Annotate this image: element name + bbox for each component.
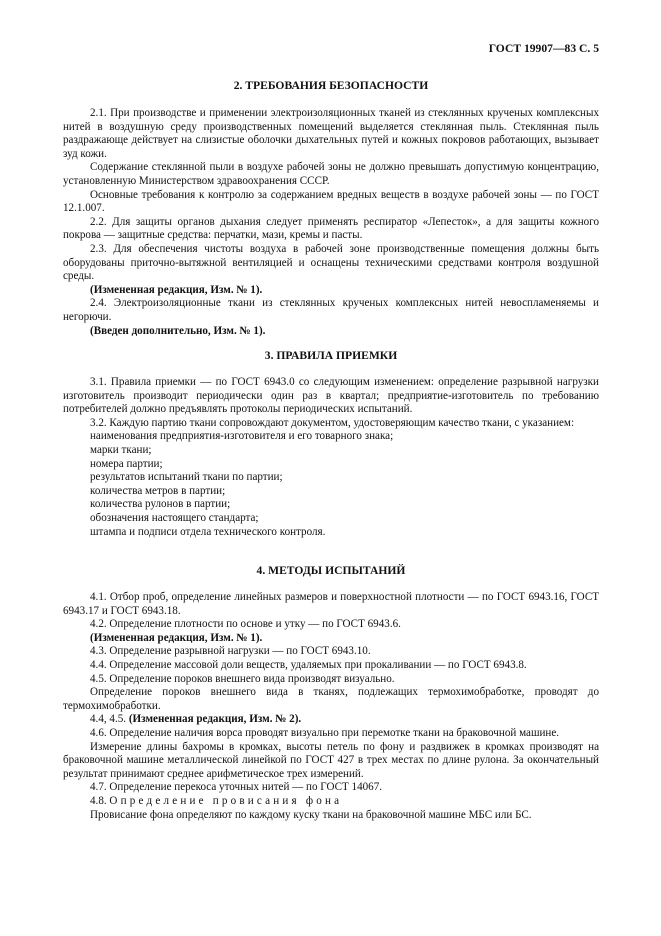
paragraph: 3.1. Правила приемки — по ГОСТ 6943.0 со следующим изменением: определение разрывной нагрузки изготовитель производит периодически один раз в квартал; предприятие-изготовитель по требованию потребителей должно предъявлять протоколы периодических испытаний. bbox=[63, 376, 599, 416]
paragraph: 4.6. Определение наличия ворса проводят визуально при перемотке ткани на браковочной машине. bbox=[90, 726, 560, 739]
list-item: наименования предприятия-изготовителя и его товарного знака; bbox=[90, 430, 394, 443]
paragraph: 4.1. Отбор проб, определение линейных размеров и поверхностной плотности — по ГОСТ 6943.16, ГОСТ 6943.17 и ГОСТ 6943.18. bbox=[63, 591, 599, 617]
paragraph: 4.7. Определение перекоса уточных нитей — по ГОСТ 14067. bbox=[90, 781, 383, 794]
amendment-prefix: 4.4, 4.5. bbox=[90, 713, 127, 726]
list-item: обозначения настоящего стандарта; bbox=[90, 511, 259, 524]
section-3-title: 3. ПРАВИЛА ПРИЕМКИ bbox=[264, 349, 398, 362]
amendment-line bbox=[63, 713, 599, 727]
list-item: количества рулонов в партии; bbox=[90, 498, 231, 511]
subsection-title: Определение провисания фона bbox=[109, 794, 343, 807]
paragraph: Содержание стеклянной пыли в воздухе рабочей зоны не должно превышать допустимую концентрацию, установленную Министерством здравоохранения СССР. bbox=[63, 161, 599, 187]
list-item: номера партии; bbox=[90, 457, 163, 470]
paragraph: Измерение длины бахромы в кромках, высоты петель по фону и раздвижек в кромках производят на браковочной машине металлической линейкой по ГОСТ 427 в трех местах по длине рулона. За окончательный результат принимают среднее арифметическое трех измерений. bbox=[63, 740, 599, 780]
paragraph: Провисание фона определяют по каждому куску ткани на браковочной машине МБС или БС. bbox=[90, 808, 532, 821]
list-item: результатов испытаний ткани по партии; bbox=[90, 471, 283, 484]
section-4-title: 4. МЕТОДЫ ИСПЫТАНИЙ bbox=[256, 564, 406, 577]
list-item: количества метров в партии; bbox=[90, 484, 226, 497]
page-header: ГОСТ 19907—83 С. 5 bbox=[488, 42, 599, 55]
amendment-note: (Измененная редакция, Изм. № 1). bbox=[90, 283, 263, 296]
paragraph: Основные требования к контролю за содержанием вредных веществ в воздухе рабочей зоны — по ГОСТ 12.1.007. bbox=[63, 188, 599, 215]
section-4-body bbox=[63, 591, 599, 822]
subsection-heading bbox=[63, 795, 599, 809]
section-2-body bbox=[63, 107, 599, 338]
paragraph: 2.1. При производстве и применении электроизоляционных тканей из стеклянных крученых комплексных нитей в воздушную среду производственных помещений выделяется стеклянная пыль. Стеклянная пыль раздражающе действует на слизистые оболочки дыхательных путей и кожных покровов работающих, вызывает зуд кожи. bbox=[63, 107, 599, 160]
paragraph: 2.2. Для защиты органов дыхания следует применять респиратор «Лепесток», а для защиты кожного покрова — защитные средства: перчатки, мази, кремы и пасты. bbox=[63, 215, 599, 242]
subsection-number: 4.8. bbox=[90, 794, 107, 807]
section-2-title: 2. ТРЕБОВАНИЯ БЕЗОПАСНОСТИ bbox=[233, 79, 429, 92]
paragraph: 2.3. Для обеспечения чистоты воздуха в рабочей зоне производственные помещения должны быть оборудованы приточно-вытяжной вентиляцией и оснащены техническими средствами контроля воздушной среды. bbox=[63, 242, 599, 283]
paragraph: Определение пороков внешнего вида в тканях, подлежащих термохимобработке, проводят до термохимобработки. bbox=[63, 686, 599, 712]
list-item: марки ткани; bbox=[90, 443, 152, 456]
paragraph: 2.4. Электроизоляционные ткани из стеклянных крученых комплексных нитей невоспламеняемы и негорючи. bbox=[63, 297, 599, 323]
paragraph: 4.3. Определение разрывной нагрузки — по ГОСТ 6943.10. bbox=[90, 645, 371, 658]
amendment-note: (Измененная редакция, Изм. № 1). bbox=[90, 631, 263, 644]
paragraph: 4.2. Определение плотности по основе и утку — по ГОСТ 6943.6. bbox=[90, 618, 401, 631]
amendment-note: (Измененная редакция, Изм. № 2). bbox=[128, 713, 302, 726]
paragraph: 4.5. Определение пороков внешнего вида производят визуально. bbox=[90, 672, 395, 685]
list-item: штампа и подписи отдела технического контроля. bbox=[90, 525, 326, 538]
paragraph: 3.2. Каждую партию ткани сопровождают документом, удостоверяющим качество ткани, с указанием: bbox=[90, 416, 575, 429]
section-3-body bbox=[63, 376, 599, 539]
paragraph: 4.4. Определение массовой доли веществ, удаляемых при прокаливании — по ГОСТ 6943.8. bbox=[90, 658, 527, 671]
amendment-note: (Введен дополнительно, Изм. № 1). bbox=[90, 324, 266, 337]
